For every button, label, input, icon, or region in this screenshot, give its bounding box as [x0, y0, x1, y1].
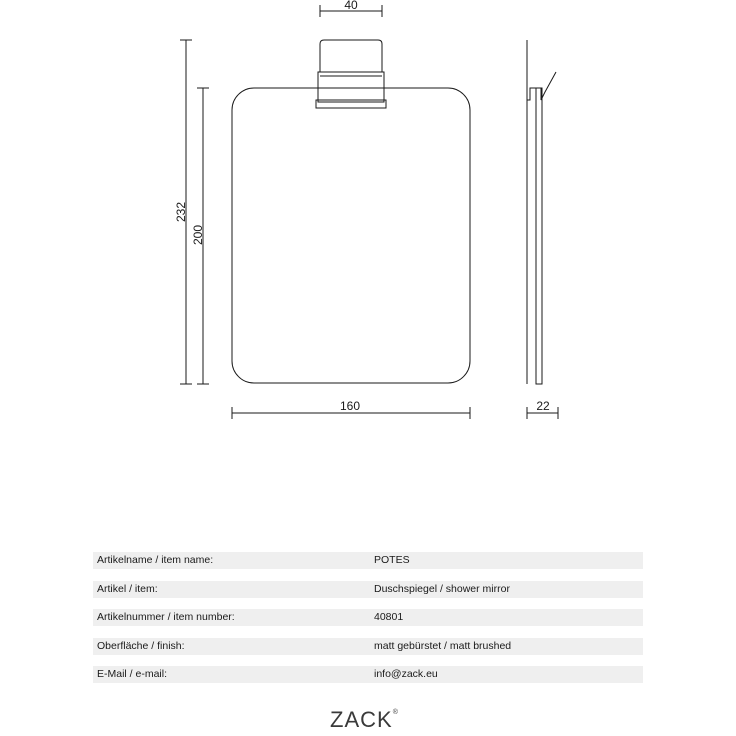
spec-value: matt gebürstet / matt brushed — [374, 639, 512, 652]
brand-name: ZACK — [330, 707, 393, 732]
spec-row-email — [93, 666, 643, 683]
spec-label: Oberfläche / finish: — [97, 639, 185, 652]
spec-value: POTES — [374, 554, 410, 566]
registered-mark: ® — [392, 709, 399, 716]
spec-label: Artikelnummer / item number: — [97, 611, 235, 623]
dim-label-clip-width: 40 — [344, 0, 358, 12]
spec-label: Artikel / item: — [97, 582, 158, 595]
clip-base — [316, 100, 386, 108]
spec-value: info@zack.eu — [374, 668, 438, 680]
spec-row-item-name — [93, 552, 643, 569]
dim-label-depth: 22 — [536, 399, 550, 413]
spec-row-finish — [93, 638, 643, 655]
spec-table — [93, 552, 643, 695]
dim-label-total-height: 232 — [174, 201, 188, 223]
side-mirror-profile — [536, 88, 542, 384]
spec-row-item — [93, 581, 643, 598]
dim-label-mirror-width: 160 — [339, 399, 361, 413]
side-hook — [527, 72, 556, 100]
spec-label: E-Mail / e-mail: — [97, 668, 168, 680]
spec-value: Duschspiegel / shower mirror — [374, 582, 510, 595]
dim-label-mirror-height: 200 — [191, 224, 205, 246]
brand-logo — [330, 707, 399, 733]
spec-label: Artikelname / item name: — [97, 554, 214, 566]
clip-front — [320, 40, 382, 72]
spec-row-item-number — [93, 609, 643, 626]
mirror-plate — [232, 88, 470, 383]
spec-value: 40801 — [374, 611, 404, 623]
